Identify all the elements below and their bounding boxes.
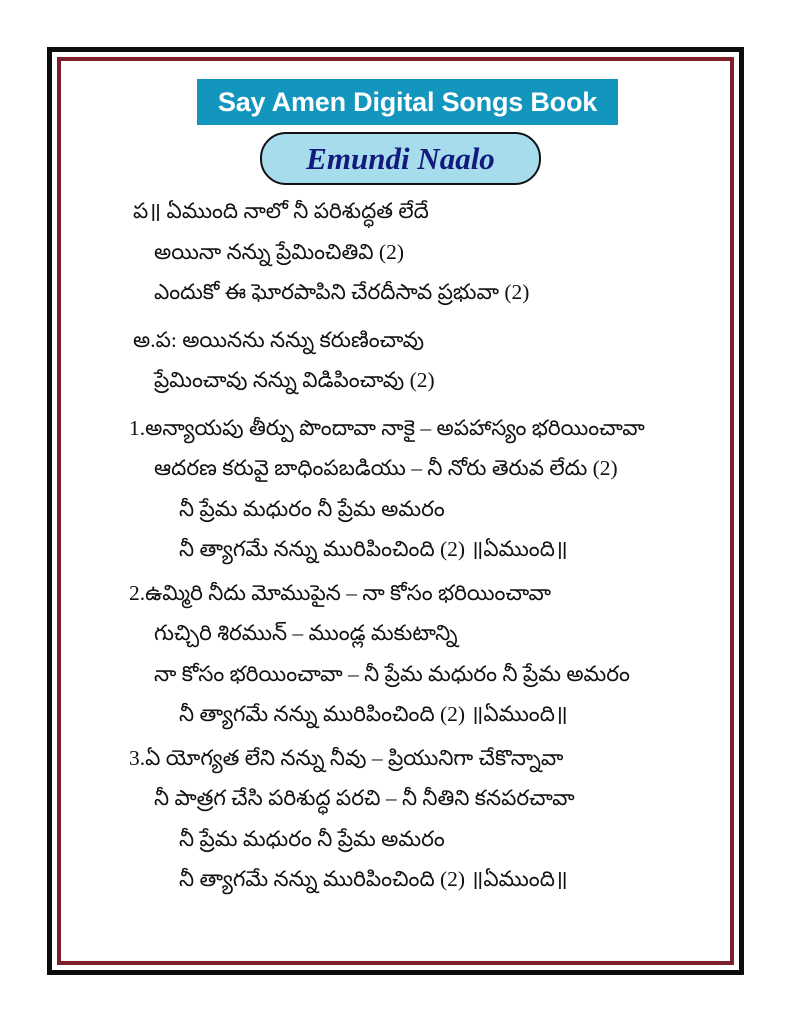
lyric-line: నీ ప్రేమ మధురం నీ ప్రేమ అమరం: [179, 496, 445, 521]
lyric-line: ఆదరణ కరువై బాధింపబడియు – నీ నోరు తెరువ లేదు (2): [154, 456, 618, 480]
app-title: Say Amen Digital Songs Book: [217, 86, 598, 117]
app-header-banner: [197, 79, 618, 125]
stanza-verse-1: [75, 415, 716, 561]
lyric-line: నీ పాత్రగ చేసి పరిశుద్ధ పరచి – నీ నీతిని కనపరచావా: [154, 786, 575, 810]
stanza-pallavi: [75, 201, 716, 304]
stanza-spacer: [75, 304, 716, 330]
stanza-spacer: [75, 392, 716, 418]
frame-content: [61, 61, 730, 961]
line-spacer: [75, 480, 716, 499]
decorative-frame-inner: [57, 57, 734, 965]
song-title: Emundi Naalo: [306, 140, 495, 176]
lyric-line: గుచ్చిరి శిరమున్ – ముండ్ల మకుటాన్ని: [154, 621, 458, 645]
stanza-verse-3: [75, 745, 716, 891]
lyric-line: 1.అన్యాయపు తీర్పు పొందావా నాకై – అపహాస్యం భరియించావా: [129, 415, 645, 440]
lyric-line: అ.ప: అయినను నన్ను కరుణించావు: [133, 327, 425, 352]
stanza-spacer: [75, 726, 716, 748]
lyric-line: 2.ఉమ్మిరి నీదు మోముపైన – నా కోసం భరియించావా: [129, 580, 552, 605]
lyric-line: 3.ఏ యోగ్యత లేని నన్ను నీవు – ప్రియునిగా చేకొన్నావా: [129, 745, 564, 770]
lyric-line: నీ త్యాగమే నన్ను మురిపించింది (2) ॥ఏముంది॥: [179, 867, 568, 891]
lyric-line: నీ ప్రేమ మధురం నీ ప్రేమ అమరం: [179, 826, 445, 851]
lyric-line: అయినా నన్ను ప్రేమించితివి (2): [154, 239, 405, 264]
stanza-spacer: [75, 561, 716, 583]
lyric-line: ప॥ ఏముంది నాలో నీ పరిశుద్ధత లేదే: [133, 199, 429, 223]
lyric-line: ప్రేమించావు నన్ను విడిపించావు (2): [154, 368, 435, 392]
lyrics-body: [61, 201, 730, 891]
line-spacer: [75, 645, 716, 664]
decorative-frame-outer: [47, 47, 744, 975]
stanza-verse-2: [75, 580, 716, 726]
lyric-line: నీ త్యాగమే నన్ను మురిపించింది (2) ॥ఏముంది॥: [179, 537, 568, 561]
song-title-badge: [260, 132, 541, 185]
stanza-anupallavi: [75, 327, 716, 392]
line-spacer: [75, 810, 716, 829]
lyric-line: ఎందుకో ఈ ఘోరపాపిని చేరదీసావ ప్రభువా (2): [154, 280, 530, 304]
line-spacer: [75, 223, 716, 242]
lyric-line: నా కోసం భరియించావా – నీ ప్రేమ మధురం నీ ప్రేమ అమరం: [154, 661, 630, 686]
lyric-line: నీ త్యాగమే నన్ను మురిపించింది (2) ॥ఏముంది॥: [179, 702, 568, 726]
